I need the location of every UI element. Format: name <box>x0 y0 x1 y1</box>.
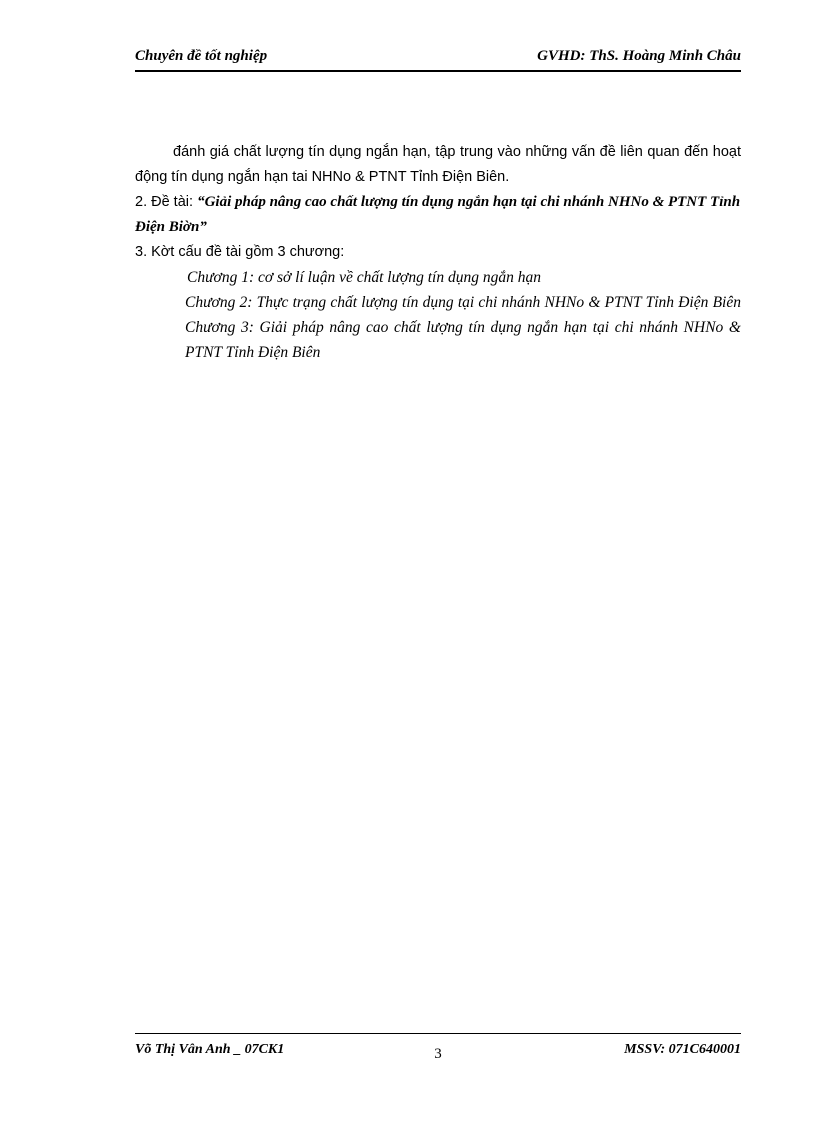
page-header <box>135 48 741 72</box>
document-body <box>135 140 741 365</box>
header-advisor: GVHD: ThS. Hoàng Minh Châu <box>537 48 741 64</box>
paragraph-intro: đánh giá chất lượng tín dụng ngắn hạn, tập trung vào những vấn đề liên quan đến hoạt động tín dụng ngắn hạn tai NHNo & PTNT Tỉnh Điện Biên. <box>135 144 741 185</box>
page-number: 3 <box>434 1046 442 1062</box>
footer-author: Võ Thị Vân Anh _ 07CK1 <box>135 1042 285 1057</box>
header-left-title: Chuyên đề tốt nghiệp <box>135 48 268 64</box>
topic-prefix: 2. Đề tài: <box>135 194 198 210</box>
structure-line: 3. Kờt cấu đề tài gồm 3 chương: <box>135 244 345 260</box>
topic-line <box>135 190 741 240</box>
footer-student-id: MSSV: 071C640001 <box>624 1042 741 1057</box>
chapter-1-line: Chương 1: cơ sở lí luận về chất lượng tín dụng ngắn hạn <box>187 269 541 286</box>
page-footer <box>135 1033 741 1064</box>
chapter-2-3-block: Chương 2: Thực trạng chất lượng tín dụng tại chi nhánh NHNo & PTNT Tỉnh Điện Biên Chương 3: Giải pháp nâng cao chất lượng tín dụng ngắn hạn tại chi nhánh NHNo & PTNT Tỉnh Điện Biên <box>185 294 741 361</box>
topic-title: “Giải pháp nâng cao chất lượng tín dụng ngắn hạn tại chi nhánh NHNo & PTNT Tỉnh Điện Biờn” <box>135 194 741 235</box>
